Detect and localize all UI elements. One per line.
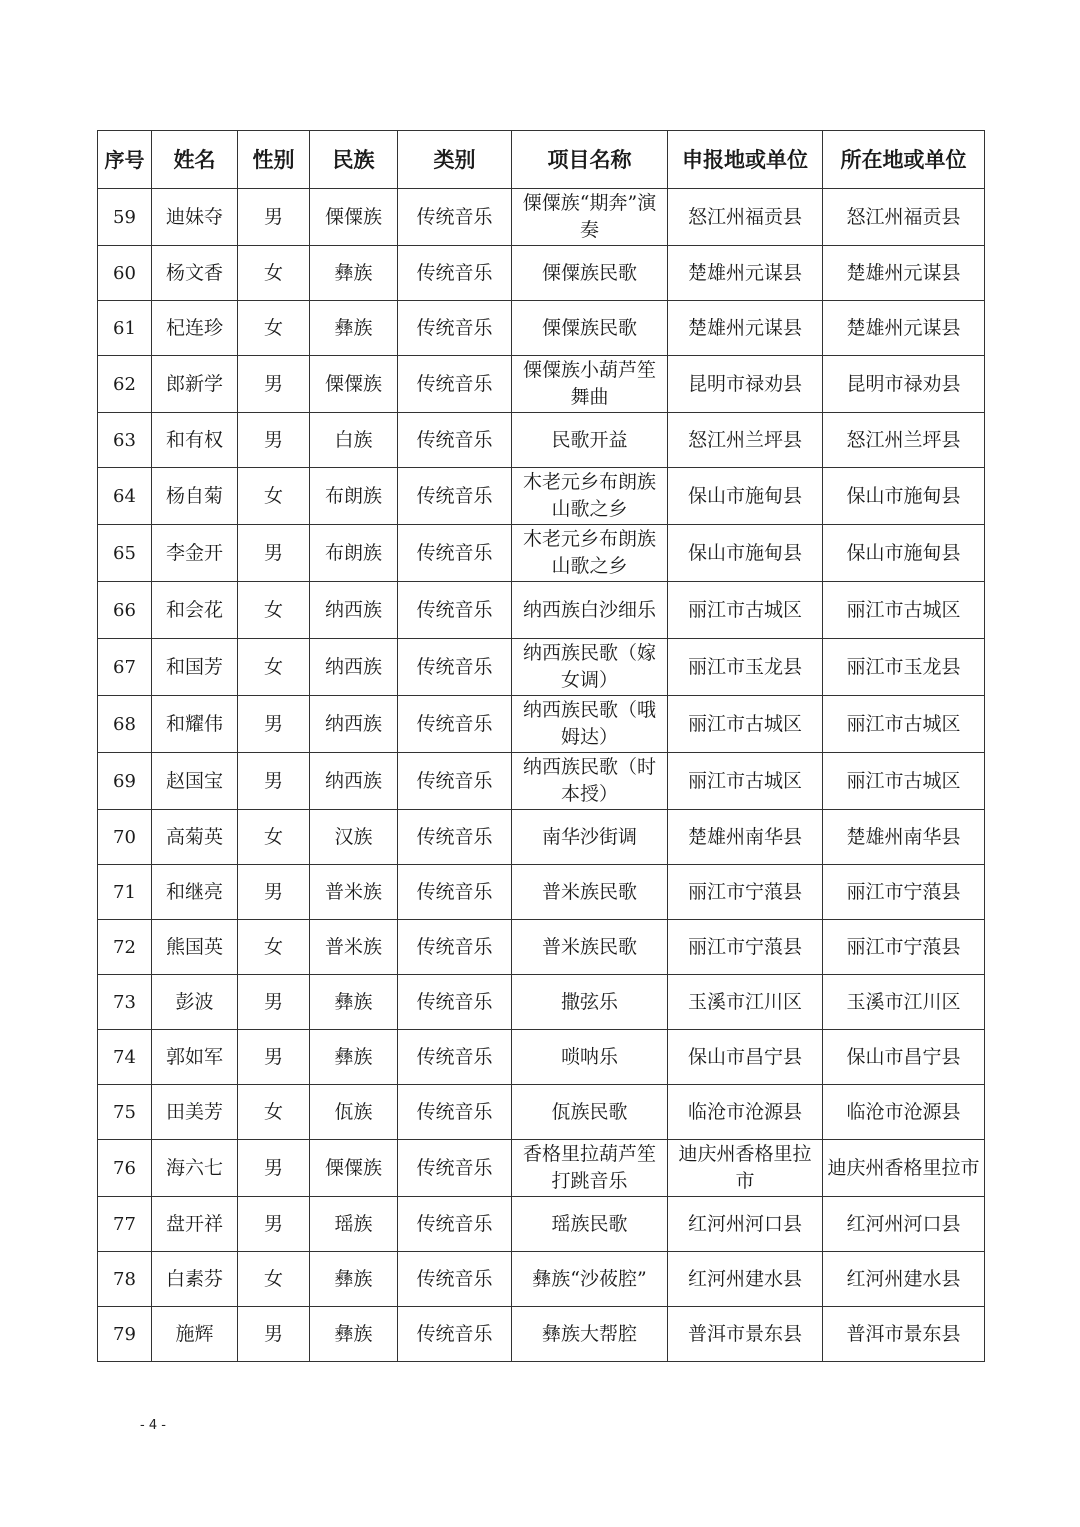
cell-gender: 女 [238, 246, 310, 301]
cell-ethnicity: 纳西族 [310, 753, 398, 810]
cell-name: 杨文香 [152, 246, 238, 301]
cell-applicant: 怒江州福贡县 [668, 189, 823, 246]
table-row [98, 189, 985, 246]
cell-ethnicity: 傈僳族 [310, 189, 398, 246]
cell-no: 74 [98, 1030, 152, 1085]
cell-ethnicity: 彝族 [310, 975, 398, 1030]
cell-no: 62 [98, 356, 152, 413]
cell-location: 红河州河口县 [823, 1197, 985, 1252]
cell-location: 保山市昌宁县 [823, 1030, 985, 1085]
cell-location: 临沧市沧源县 [823, 1085, 985, 1140]
cell-location: 保山市施甸县 [823, 525, 985, 582]
cell-ethnicity: 彝族 [310, 1030, 398, 1085]
cell-no: 66 [98, 582, 152, 639]
cell-applicant: 红河州河口县 [668, 1197, 823, 1252]
table-row [98, 582, 985, 639]
cell-no: 69 [98, 753, 152, 810]
cell-project: 香格里拉葫芦笙打跳音乐 [512, 1140, 668, 1197]
cell-name: 杞连珍 [152, 301, 238, 356]
cell-location: 丽江市古城区 [823, 753, 985, 810]
header-category: 类别 [398, 131, 512, 189]
cell-no: 78 [98, 1252, 152, 1307]
cell-name: 和国芳 [152, 639, 238, 696]
cell-name: 高菊英 [152, 810, 238, 865]
cell-ethnicity: 佤族 [310, 1085, 398, 1140]
cell-gender: 男 [238, 1197, 310, 1252]
cell-project: 木老元乡布朗族山歌之乡 [512, 468, 668, 525]
table-row [98, 975, 985, 1030]
cell-applicant: 楚雄州元谋县 [668, 246, 823, 301]
cell-category: 传统音乐 [398, 865, 512, 920]
cell-applicant: 丽江市古城区 [668, 753, 823, 810]
cell-gender: 男 [238, 696, 310, 753]
cell-project: 彝族“沙莜腔” [512, 1252, 668, 1307]
cell-no: 70 [98, 810, 152, 865]
cell-project: 佤族民歌 [512, 1085, 668, 1140]
cell-location: 红河州建水县 [823, 1252, 985, 1307]
cell-name: 和会花 [152, 582, 238, 639]
cell-project: 纳西族民歌（哦姆达） [512, 696, 668, 753]
cell-no: 68 [98, 696, 152, 753]
cell-no: 76 [98, 1140, 152, 1197]
cell-name: 盘开祥 [152, 1197, 238, 1252]
cell-name: 施辉 [152, 1307, 238, 1362]
cell-location: 怒江州兰坪县 [823, 413, 985, 468]
cell-no: 73 [98, 975, 152, 1030]
cell-gender: 男 [238, 525, 310, 582]
cell-applicant: 保山市施甸县 [668, 468, 823, 525]
table-row [98, 356, 985, 413]
cell-location: 迪庆州香格里拉市 [823, 1140, 985, 1197]
cell-category: 传统音乐 [398, 1252, 512, 1307]
cell-gender: 男 [238, 1030, 310, 1085]
cell-ethnicity: 彝族 [310, 1252, 398, 1307]
table-row [98, 1252, 985, 1307]
table-row [98, 1030, 985, 1085]
cell-project: 撒弦乐 [512, 975, 668, 1030]
cell-gender: 男 [238, 356, 310, 413]
cell-name: 迪妹夺 [152, 189, 238, 246]
cell-location: 丽江市玉龙县 [823, 639, 985, 696]
cell-no: 63 [98, 413, 152, 468]
cell-applicant: 红河州建水县 [668, 1252, 823, 1307]
cell-no: 75 [98, 1085, 152, 1140]
cell-category: 传统音乐 [398, 413, 512, 468]
header-gender: 性别 [238, 131, 310, 189]
cell-category: 传统音乐 [398, 189, 512, 246]
table-row [98, 1140, 985, 1197]
table-row [98, 1085, 985, 1140]
cell-gender: 男 [238, 865, 310, 920]
cell-ethnicity: 布朗族 [310, 525, 398, 582]
cell-applicant: 玉溪市江川区 [668, 975, 823, 1030]
cell-gender: 女 [238, 1085, 310, 1140]
table-row [98, 696, 985, 753]
cell-location: 丽江市宁蒗县 [823, 865, 985, 920]
cell-name: 赵国宝 [152, 753, 238, 810]
cell-location: 昆明市禄劝县 [823, 356, 985, 413]
table-row [98, 1307, 985, 1362]
cell-category: 传统音乐 [398, 1085, 512, 1140]
cell-project: 普米族民歌 [512, 920, 668, 975]
cell-applicant: 楚雄州元谋县 [668, 301, 823, 356]
cell-no: 77 [98, 1197, 152, 1252]
table-row [98, 468, 985, 525]
cell-project: 傈僳族民歌 [512, 301, 668, 356]
cell-ethnicity: 汉族 [310, 810, 398, 865]
cell-category: 传统音乐 [398, 1030, 512, 1085]
table-row [98, 865, 985, 920]
cell-no: 65 [98, 525, 152, 582]
cell-category: 传统音乐 [398, 468, 512, 525]
cell-ethnicity: 布朗族 [310, 468, 398, 525]
cell-category: 传统音乐 [398, 301, 512, 356]
cell-project: 傈僳族民歌 [512, 246, 668, 301]
cell-applicant: 临沧市沧源县 [668, 1085, 823, 1140]
cell-no: 61 [98, 301, 152, 356]
cell-project: 纳西族白沙细乐 [512, 582, 668, 639]
table-header [98, 131, 985, 189]
cell-no: 67 [98, 639, 152, 696]
cell-category: 传统音乐 [398, 356, 512, 413]
cell-applicant: 丽江市古城区 [668, 582, 823, 639]
header-row [98, 131, 985, 189]
cell-ethnicity: 纳西族 [310, 696, 398, 753]
cell-ethnicity: 纳西族 [310, 639, 398, 696]
cell-ethnicity: 纳西族 [310, 582, 398, 639]
cell-gender: 男 [238, 189, 310, 246]
cell-project: 纳西族民歌（嫁女调） [512, 639, 668, 696]
cell-category: 传统音乐 [398, 1140, 512, 1197]
cell-name: 和耀伟 [152, 696, 238, 753]
cell-gender: 男 [238, 1307, 310, 1362]
cell-location: 楚雄州元谋县 [823, 246, 985, 301]
cell-ethnicity: 傈僳族 [310, 1140, 398, 1197]
cell-category: 传统音乐 [398, 753, 512, 810]
cell-category: 传统音乐 [398, 1307, 512, 1362]
cell-no: 79 [98, 1307, 152, 1362]
table-row [98, 413, 985, 468]
cell-name: 郎新学 [152, 356, 238, 413]
table-body [98, 189, 985, 1362]
table-row [98, 639, 985, 696]
cell-gender: 女 [238, 468, 310, 525]
cell-applicant: 怒江州兰坪县 [668, 413, 823, 468]
header-project: 项目名称 [512, 131, 668, 189]
cell-name: 彭波 [152, 975, 238, 1030]
header-location: 所在地或单位 [823, 131, 985, 189]
cell-gender: 女 [238, 582, 310, 639]
cell-ethnicity: 傈僳族 [310, 356, 398, 413]
table-row [98, 753, 985, 810]
cell-location: 保山市施甸县 [823, 468, 985, 525]
cell-location: 楚雄州南华县 [823, 810, 985, 865]
cell-applicant: 迪庆州香格里拉市 [668, 1140, 823, 1197]
cell-ethnicity: 彝族 [310, 301, 398, 356]
cell-project: 傈僳族“期奔”演奏 [512, 189, 668, 246]
cell-applicant: 保山市昌宁县 [668, 1030, 823, 1085]
cell-name: 白素芬 [152, 1252, 238, 1307]
cell-name: 和有权 [152, 413, 238, 468]
cell-applicant: 楚雄州南华县 [668, 810, 823, 865]
table-row [98, 525, 985, 582]
cell-category: 传统音乐 [398, 639, 512, 696]
cell-gender: 男 [238, 753, 310, 810]
cell-gender: 男 [238, 1140, 310, 1197]
cell-no: 59 [98, 189, 152, 246]
cell-ethnicity: 白族 [310, 413, 398, 468]
cell-project: 南华沙街调 [512, 810, 668, 865]
cell-location: 普洱市景东县 [823, 1307, 985, 1362]
table-row [98, 920, 985, 975]
cell-category: 传统音乐 [398, 920, 512, 975]
cell-name: 田美芳 [152, 1085, 238, 1140]
cell-gender: 女 [238, 1252, 310, 1307]
cell-project: 民歌开益 [512, 413, 668, 468]
cell-applicant: 丽江市古城区 [668, 696, 823, 753]
table-row [98, 246, 985, 301]
cell-no: 72 [98, 920, 152, 975]
cell-project: 纳西族民歌（时本授） [512, 753, 668, 810]
cell-category: 传统音乐 [398, 810, 512, 865]
cell-gender: 女 [238, 920, 310, 975]
cell-gender: 女 [238, 301, 310, 356]
cell-location: 丽江市宁蒗县 [823, 920, 985, 975]
cell-applicant: 保山市施甸县 [668, 525, 823, 582]
cell-ethnicity: 普米族 [310, 865, 398, 920]
header-ethnicity: 民族 [310, 131, 398, 189]
cell-name: 郭如军 [152, 1030, 238, 1085]
cell-project: 唢呐乐 [512, 1030, 668, 1085]
cell-name: 海六七 [152, 1140, 238, 1197]
table-row [98, 301, 985, 356]
cell-project: 普米族民歌 [512, 865, 668, 920]
cell-applicant: 丽江市玉龙县 [668, 639, 823, 696]
cell-location: 玉溪市江川区 [823, 975, 985, 1030]
cell-ethnicity: 普米族 [310, 920, 398, 975]
cell-location: 丽江市古城区 [823, 582, 985, 639]
cell-no: 71 [98, 865, 152, 920]
cell-name: 熊国英 [152, 920, 238, 975]
cell-location: 楚雄州元谋县 [823, 301, 985, 356]
header-applicant: 申报地或单位 [668, 131, 823, 189]
cell-project: 瑶族民歌 [512, 1197, 668, 1252]
cell-no: 60 [98, 246, 152, 301]
table-row [98, 1197, 985, 1252]
cell-ethnicity: 彝族 [310, 246, 398, 301]
cell-gender: 女 [238, 810, 310, 865]
cell-project: 彝族大帮腔 [512, 1307, 668, 1362]
cell-gender: 女 [238, 639, 310, 696]
cell-no: 64 [98, 468, 152, 525]
cell-name: 杨自菊 [152, 468, 238, 525]
cell-applicant: 昆明市禄劝县 [668, 356, 823, 413]
cell-ethnicity: 瑶族 [310, 1197, 398, 1252]
cell-category: 传统音乐 [398, 582, 512, 639]
cell-location: 怒江州福贡县 [823, 189, 985, 246]
cell-applicant: 丽江市宁蒗县 [668, 865, 823, 920]
cell-location: 丽江市古城区 [823, 696, 985, 753]
cell-project: 木老元乡布朗族山歌之乡 [512, 525, 668, 582]
cell-gender: 男 [238, 975, 310, 1030]
cell-name: 李金开 [152, 525, 238, 582]
cell-ethnicity: 彝族 [310, 1307, 398, 1362]
cell-project: 傈僳族小葫芦笙舞曲 [512, 356, 668, 413]
cell-category: 传统音乐 [398, 525, 512, 582]
inheritor-table [97, 130, 985, 1362]
cell-applicant: 普洱市景东县 [668, 1307, 823, 1362]
cell-category: 传统音乐 [398, 1197, 512, 1252]
cell-category: 传统音乐 [398, 696, 512, 753]
cell-name: 和继亮 [152, 865, 238, 920]
cell-applicant: 丽江市宁蒗县 [668, 920, 823, 975]
header-no: 序号 [98, 131, 152, 189]
cell-gender: 男 [238, 413, 310, 468]
cell-category: 传统音乐 [398, 246, 512, 301]
table-row [98, 810, 985, 865]
header-name: 姓名 [152, 131, 238, 189]
page-number: - 4 - [140, 1418, 166, 1433]
cell-category: 传统音乐 [398, 975, 512, 1030]
